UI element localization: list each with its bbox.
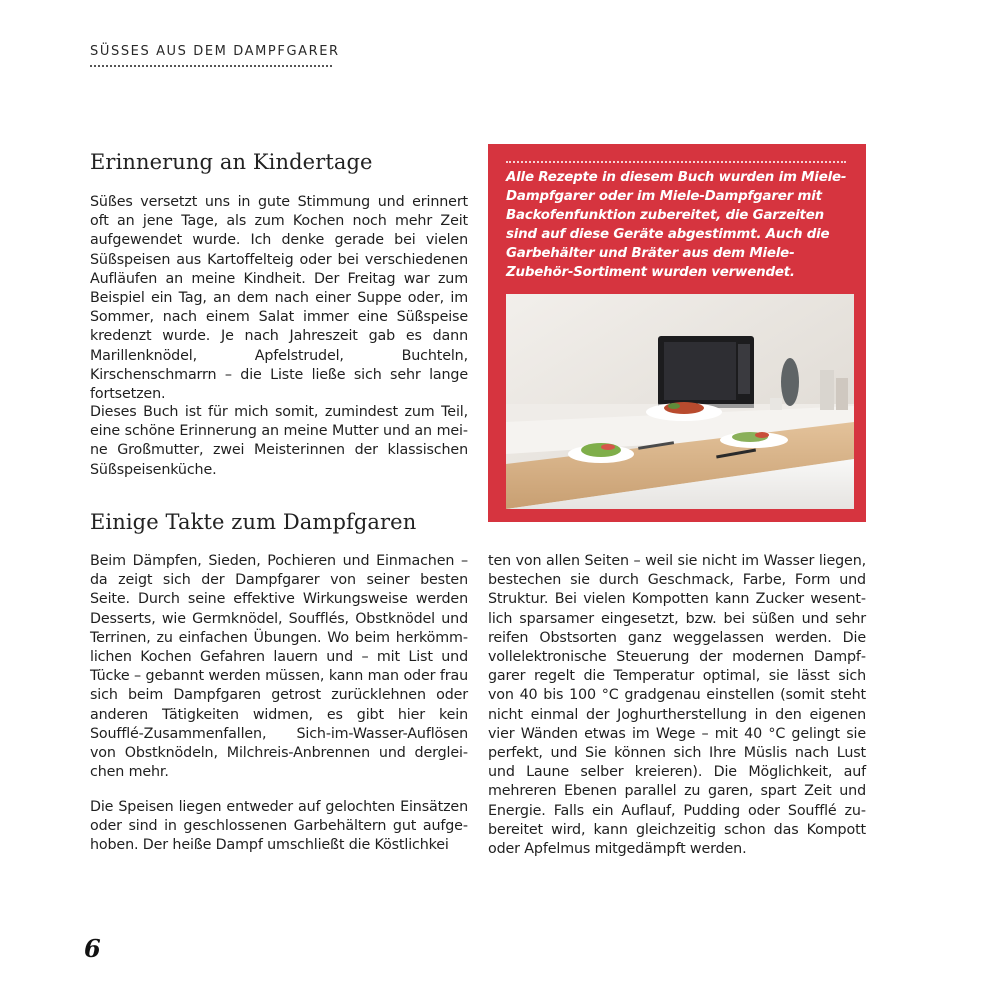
paragraph-kindertage-1: Süßes versetzt uns in gute Stimmung und erinnert oft an jene Tage, als zum Kochen noch mehr Zeit aufgewendet wurde. Ich denke gerade bei vielen Süßspeisen aus Kartoffelteig oder bei verschiedenen Aufläufen an meine Kindheit. Der Freitag war zum Beispiel ein Tag, an dem nach einer Suppe oder, im Sommer, nach einem Salat immer eine Süßspeise kredenzt wurde. Je nach Jahreszeit gab es dann Marillenknödel, Apfelstrudel, Buchteln, Kirschenschmarrn – die Liste ließe sich sehr lange fortsetzen. — [90, 194, 468, 403]
info-box-text: Alle Rezepte in diesem Buch wurden im Miele-Dampfgarer oder im Miele-Dampfgarer mit Backofenfunktion zubereitet, die Garzeiten sind auf diese Geräte abgestimmt. Auch die Garbehälter und Bräter aus dem Miele-Zubehör-Sortiment wurden verwendet. — [506, 170, 847, 280]
info-box — [488, 144, 866, 522]
heading-dampfgaren: Einige Takte zum Dampfgaren — [90, 510, 417, 534]
heading-erinnerung: Erinnerung an Kindertage — [90, 150, 373, 174]
running-head-dotted-rule — [90, 65, 332, 67]
paragraph-dampfgaren-continued: ten von allen Seiten – weil sie nicht im Wasser liegen, bestechen sie durch Geschmack, Farbe, Form und Struktur. Bei vielen Kompotten kann Zucker wesentlich sparsamer eingesetzt, bzw. bei süßen und sehr reifen Obstsorten ganz weggelassen werden. Die vollelektronische Steuerung der modernen Dampfgarer regelt die Temperatur optimal, sie lässt sich von 40 bis 100 °C gradgenau einstellen (somit steht nicht einmal der Joghurtherstellung in den eigenen vier Wänden etwas im Wege – mit 40 °C gelingt sie perfekt, und Sie können sich Ihre Müslis nach Lust und Laune selber kreieren). Die Möglichkeit, auf mehreren Ebenen parallel zu garen, spart Zeit und Energie. Falls ein Auflauf, Pudding oder Soufflé zubereitet wird, kann gleichzeitig schon das Kompott oder Apfelmus mitgedämpft werden. — [488, 553, 866, 858]
info-box-dotted-rule — [506, 161, 846, 163]
paragraph-dampfgaren-1: Beim Dämpfen, Sieden, Pochieren und Einmachen – da zeigt sich der Dampfgarer von seiner besten Seite. Durch seine effektive Wirkungsweise werden Desserts, wie Germknödel, Soufflés, Obstknödel und Terrinen, zu einfachen Übungen. Wo beim herkömmlichen Kochen Gefahren lauern und – mit List und Tücke – gebannt werden müssen, kann man oder frau sich beim Dampfgaren getrost zurücklehnen oder anderen Tätigkeiten widmen, es gibt hier kein Soufflé-Zusammenfallen, Sich-im-Wasser-Auflösen von Obstknödeln, Milchreis-Anbrennen und dergleichen mehr. — [90, 553, 468, 781]
paragraph-kindertage-2: Dieses Buch ist für mich somit, zumindest zum Teil, eine schöne Erinnerung an meine Mutter und an meine Großmutter, zwei Meisterinnen der klassischen Süßspeisenküche. — [90, 404, 468, 478]
kitchen-photo — [506, 294, 854, 509]
page-number: 6 — [84, 934, 101, 963]
paragraph-dampfgaren-2: Die Speisen liegen entweder auf gelochten Einsätzen oder sind in geschlossenen Garbehältern gut aufgehoben. Der heiße Dampf umschließt die Köstlichkei — [90, 799, 468, 854]
running-head: SÜSSES AUS DEM DAMPFGARER — [90, 44, 340, 59]
